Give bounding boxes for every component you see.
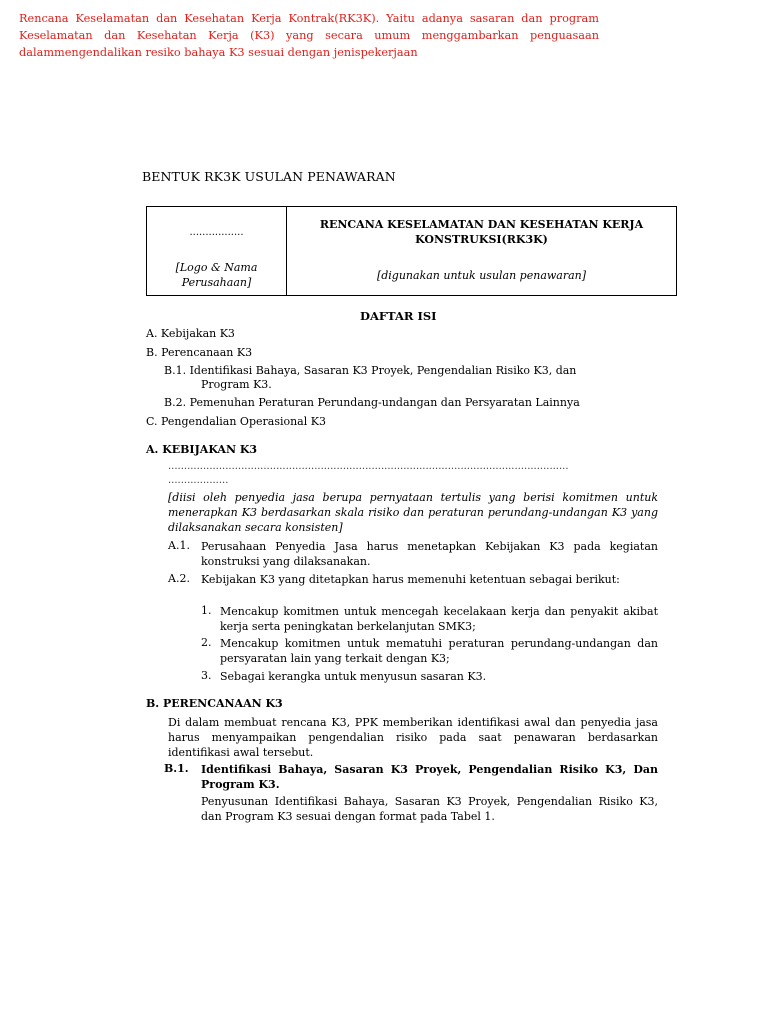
toc-item: Program K3.	[201, 378, 272, 391]
toc-item: B.2. Pemenuhan Peraturan Perundang-undangan dan Persyaratan Lainnya	[164, 396, 580, 409]
header-subtitle: [digunakan untuk usulan penawaran]	[376, 269, 587, 282]
header-title-cell	[287, 207, 676, 295]
document-title: BENTUK RK3K USULAN PENAWARAN	[142, 169, 396, 184]
section-a-instruction: [diisi oleh penyedia jasa berupa pernyataan tertulis yang berisi komitmen untuk menerapkan K3 berdasarkan skala risiko dan peraturan perundang-undangan K3 yang dilaksanakan secara konsisten]	[168, 491, 658, 534]
list-number: 3.	[201, 669, 212, 682]
intro-note: Rencana Keselamatan dan Kesehatan Kerja Kontrak(RK3K). Yaitu adanya sasaran dan program Keselamatan dan Kesehatan Kerja (K3) yang secara umum menggambarkan penguasaan dalammengendalikan resiko bahaya K3 sesuai dengan jenispekerjaan	[19, 12, 599, 59]
toc-item: A. Kebijakan K3	[146, 327, 235, 340]
section-a-heading: A. KEBIJAKAN K3	[146, 443, 258, 456]
b1-title: Identifikasi Bahaya, Sasaran K3 Proyek, Pengendalian Risiko K3, Dan Program K3.	[201, 763, 658, 791]
section-b-intro: Di dalam membuat rencana K3, PPK memberikan identifikasi awal dan penyedia jasa harus menyampaikan pengendalian risiko pada saat penawaran berdasarkan identifikasi awal tersebut.	[168, 716, 658, 759]
a2-text: Kebijakan K3 yang ditetapkan harus memenuhi ketentuan sebagai berikut:	[201, 573, 620, 586]
fill-in-dots: ..............................................................................................................................	[168, 461, 569, 472]
logo-placeholder-dots: .................	[189, 227, 244, 238]
a1-text: Perusahaan Penyedia Jasa harus menetapkan Kebijakan K3 pada kegiatan konstruksi yang dilaksanakan.	[201, 540, 658, 568]
toc-item: B.1. Identifikasi Bahaya, Sasaran K3 Proyek, Pengendalian Risiko K3, dan	[164, 364, 577, 377]
toc-item: C. Pengendalian Operasional K3	[146, 415, 326, 428]
list-item: Mencakup komitmen untuk mematuhi peraturan perundang-undangan dan persyaratan lain yang terkait dengan K3;	[220, 637, 658, 665]
section-b-heading: B. PERENCANAAN K3	[146, 697, 283, 710]
a2-number: A.2.	[168, 572, 190, 585]
list-number: 2.	[201, 636, 212, 649]
list-item: Mencakup komitmen untuk mencegah kecelakaan kerja dan penyakit akibat kerja serta peningkatan berkelanjutan SMK3;	[220, 605, 658, 633]
b1-number: B.1.	[164, 762, 189, 775]
list-number: 1.	[201, 604, 212, 617]
header-title: RENCANA KESELAMATAN DAN KESEHATAN KERJA KONSTRUKSI(RK3K)	[319, 218, 644, 246]
toc-title: DAFTAR ISI	[360, 309, 437, 323]
header-logo-cell	[147, 207, 287, 295]
logo-label: [Logo & Nama Perusahaan]	[175, 261, 258, 289]
a1-number: A.1.	[168, 539, 190, 552]
b1-text: Penyusunan Identifikasi Bahaya, Sasaran K3 Proyek, Pengendalian Risiko K3, dan Program K3 sesuai dengan format pada Tabel 1.	[201, 795, 658, 823]
fill-in-dots: ...................	[168, 475, 229, 486]
toc-item: B. Perencanaan K3	[146, 346, 253, 359]
header-box	[146, 206, 677, 296]
list-item: Sebagai kerangka untuk menyusun sasaran K3.	[220, 670, 487, 683]
